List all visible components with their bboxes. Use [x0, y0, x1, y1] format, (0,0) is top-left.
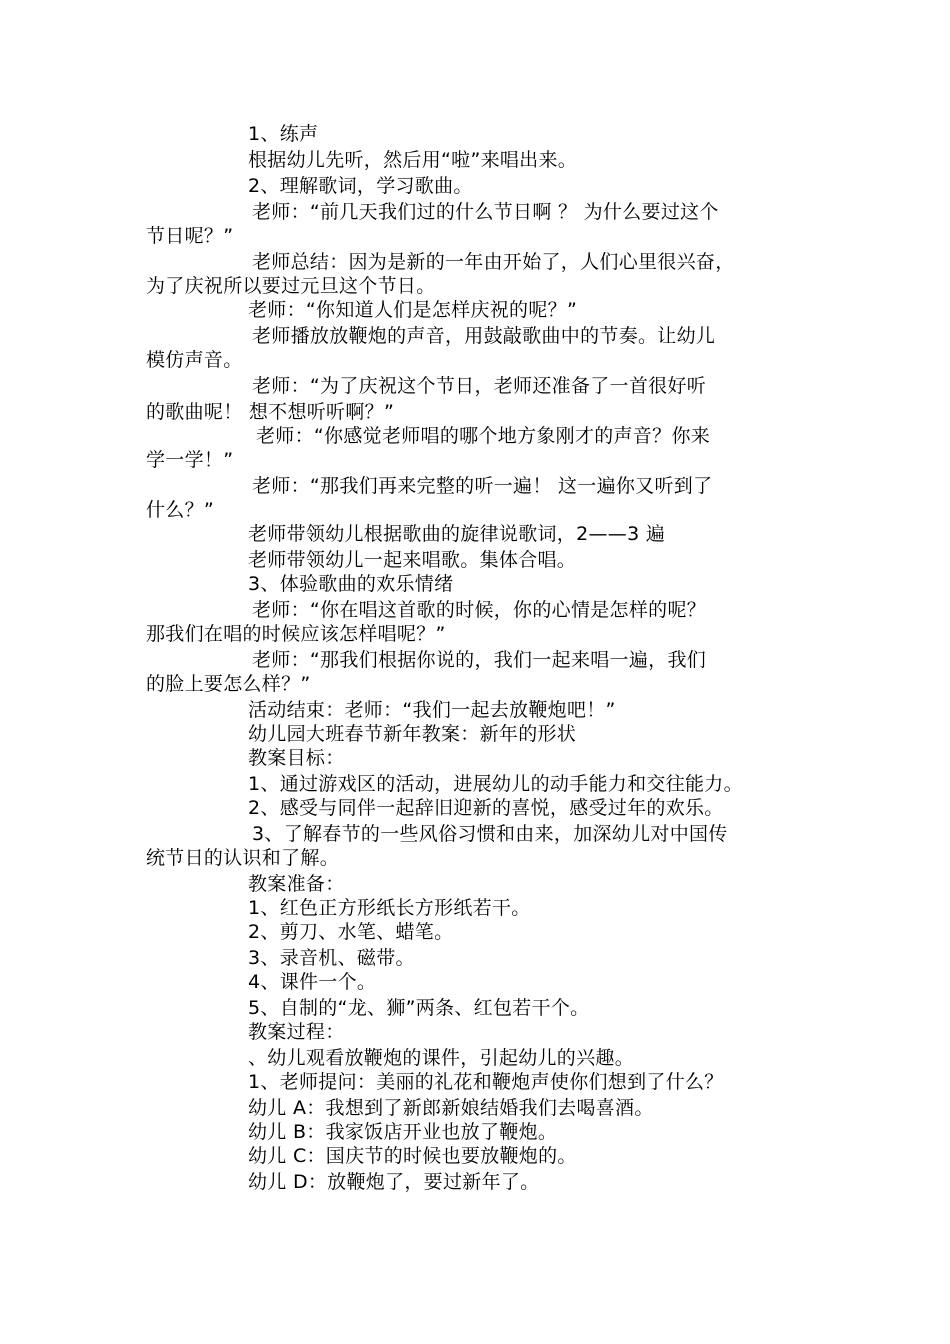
text-line: 5、自制的“龙、狮”两条、红包若干个。: [248, 997, 590, 1019]
text-line: 统节日的认识和了解。: [146, 847, 340, 869]
text-line: 教案目标：: [248, 747, 345, 769]
text-line: 3、录音机、磁带。: [248, 947, 415, 969]
text-line: 教案准备：: [248, 873, 345, 895]
text-line: 节日呢？”: [146, 225, 234, 247]
text-line: 1、老师提问：美丽的礼花和鞭炮声使你们想到了什么？: [248, 1071, 724, 1093]
text-line: 模仿声音。: [146, 349, 243, 371]
text-line: 幼儿 D：放鞭炮了，要过新年了。: [248, 1171, 540, 1193]
text-line: 的歌曲呢！ 想不想听听啊？”: [146, 401, 395, 423]
text-line: 的脸上要怎么样？”: [146, 673, 311, 695]
text-line: 1、通过游戏区的活动，进展幼儿的动手能力和交往能力。: [248, 773, 743, 795]
text-line: 老师播放放鞭炮的声音，用鼓敲歌曲中的节奏。让幼儿: [252, 325, 716, 347]
text-line: 老师：“你感觉老师唱的哪个地方象刚才的声音？你来: [256, 425, 711, 447]
text-line: 幼儿 C：国庆节的时候也要放鞭炮的。: [248, 1145, 577, 1167]
text-line: 老师：“为了庆祝这个节日，老师还准备了一首很好听: [252, 375, 707, 397]
text-line: 4、课件一个。: [248, 971, 377, 993]
text-line: 老师：“你在唱这首歌的时候，你的心情是怎样的呢？: [252, 599, 707, 621]
text-line: 、幼儿观看放鞭炮的课件，引起幼儿的兴趣。: [248, 1047, 635, 1069]
text-line: 幼儿 A：我想到了新郎新娘结婚我们去喝喜酒。: [248, 1097, 654, 1119]
text-line: 老师：“那我们再来完整的听一遍！ 这一遍你又听到了: [252, 475, 713, 497]
text-line: 3、了解春节的一些风俗习惯和由来，加深幼儿对中国传: [252, 823, 728, 845]
text-line: 2、剪刀、水笔、蜡笔。: [248, 921, 454, 943]
text-line: 3、体验歌曲的欢乐情绪: [248, 573, 454, 595]
text-line: 那我们在唱的时候应该怎样唱呢？”: [146, 623, 446, 645]
text-line: 老师：“前几天我们过的什么节日啊 ？ 为什么要过这个: [252, 201, 719, 223]
text-line: 什么？”: [146, 499, 215, 521]
text-line: 2、理解歌词，学习歌曲。: [248, 175, 473, 197]
text-line: 活动结束：老师：“我们一起去放鞭炮吧！”: [248, 699, 616, 721]
text-line: 教案过程：: [248, 1021, 345, 1043]
text-line: 幼儿 B：我家饭店开业也放了鞭炮。: [248, 1121, 558, 1143]
text-line: 老师：“你知道人们是怎样庆祝的呢？”: [248, 299, 578, 321]
text-line: 老师带领幼儿一起来唱歌。集体合唱。: [248, 549, 577, 571]
text-line: 学一学！”: [146, 449, 234, 471]
text-line: 为了庆祝所以要过元旦这个节日。: [146, 275, 436, 297]
text-line: 1、红色正方形纸长方形纸若干。: [248, 897, 531, 919]
text-line: 老师：“那我们根据你说的，我们一起来唱一遍，我们: [252, 649, 707, 671]
text-line: 老师带领幼儿根据歌曲的旋律说歌词，2——3 遍: [248, 523, 666, 545]
text-line: 1、练声: [248, 123, 319, 145]
text-line: 幼儿园大班春节新年教案：新年的形状: [248, 723, 577, 745]
text-line: 老师总结：因为是新的一年由开始了，人们心里很兴奋，: [252, 251, 735, 273]
text-line: 2、感受与同伴一起辞旧迎新的喜悦，感受过年的欢乐。: [248, 797, 724, 819]
text-line: 根据幼儿先听，然后用“啦”来唱出来。: [248, 149, 578, 171]
